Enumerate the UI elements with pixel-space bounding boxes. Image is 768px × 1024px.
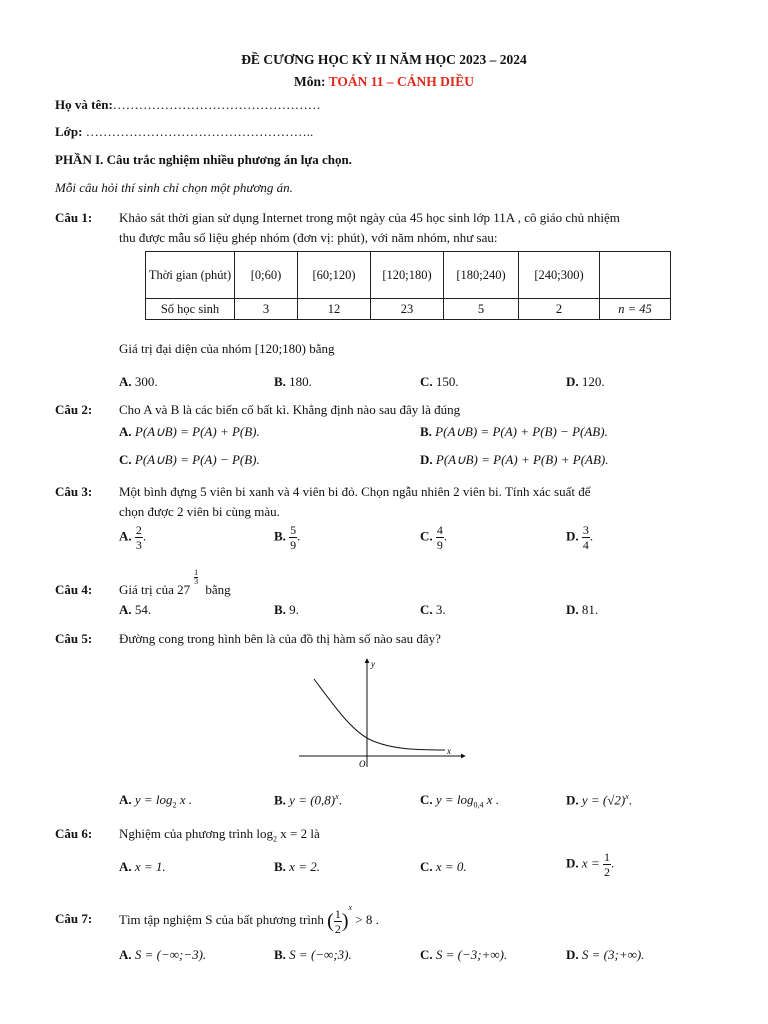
class-line <box>55 124 313 140</box>
graph-curve <box>314 679 445 750</box>
table-header-count: Số học sinh <box>146 299 235 320</box>
q1-option-d[interactable]: D. 120. <box>566 374 605 389</box>
subject-value: TOÁN 11 – CÁNH DIỀU <box>328 74 474 89</box>
y-axis-label: y <box>371 659 375 669</box>
origin-label: O <box>359 759 366 769</box>
part1-heading: PHẦN I. Câu trắc nghiệm nhiều phương án lựa chọn. <box>55 152 352 167</box>
q4-option-c[interactable]: C. 3. <box>420 602 446 617</box>
q6-option-b[interactable]: B. x = 2. <box>274 859 320 874</box>
q7-option-b[interactable]: B. S = (−∞;3). <box>274 947 352 962</box>
q1-option-b[interactable]: B. 180. <box>274 374 312 389</box>
q1-label: Câu 1: <box>55 210 93 225</box>
q3-option-d[interactable]: D. $\frac{3}{4}$ . <box>566 523 594 552</box>
table-total: n = 45 <box>600 299 671 320</box>
q3-text-line2: chọn được 2 viên bi cùng màu. <box>119 504 280 519</box>
table-count: 5 <box>444 299 519 320</box>
q1-option-c[interactable]: C. 150. <box>420 374 459 389</box>
q7-option-c[interactable]: C. S = (−3;+∞). <box>420 947 508 962</box>
x-axis-label: x <box>447 746 451 756</box>
q6-option-a[interactable]: A. x = 1. <box>119 859 166 874</box>
q7-label: Câu 7: <box>55 911 93 926</box>
q5-option-a[interactable]: A. $y = \log_2 x$ . <box>119 792 193 810</box>
table-group: [240;300) <box>519 252 600 299</box>
q5-option-d[interactable]: D. $y = (√2)^x$. <box>566 792 633 808</box>
q2-option-a[interactable]: A. P(A∪B) = P(A) + P(B). <box>119 424 260 439</box>
q5-text: Đường cong trong hình bên là của đồ thị hàm số nào sau đây? <box>119 631 441 646</box>
class-dots: …………………………………………….. <box>85 124 314 139</box>
q4-option-d[interactable]: D. 81. <box>566 602 599 617</box>
q2-option-d[interactable]: D. P(A∪B) = P(A) + P(B) + P(AB). <box>420 452 609 467</box>
q1-text-line1: Khảo sát thời gian sử dụng Internet trong một ngày của 45 học sinh lớp 11A , cô giáo chủ nhiệm <box>119 210 620 225</box>
q6-option-d[interactable]: D. x = $\frac{1}{2}$ . <box>566 850 615 879</box>
frequency-table <box>145 251 671 320</box>
table-count: 12 <box>298 299 371 320</box>
q1-prompt: Giá trị đại diện của nhóm [120;180) bằng <box>119 341 335 356</box>
q4-label: Câu 4: <box>55 582 93 597</box>
class-label: Lớp: <box>55 124 83 139</box>
part1-instruction: Mỗi câu hỏi thí sinh chỉ chọn một phương án. <box>55 180 293 195</box>
table-header-time: Thời gian (phút) <box>146 252 235 299</box>
q2-option-c[interactable]: C. P(A∪B) = P(A) − P(B). <box>119 452 260 467</box>
q4-option-a[interactable]: A. 54. <box>119 602 152 617</box>
name-label: Họ và tên: <box>55 97 113 112</box>
table-group: [120;180) <box>371 252 444 299</box>
q7-option-a[interactable]: A. S = (−∞;−3). <box>119 947 207 962</box>
table-count: 3 <box>235 299 298 320</box>
q1-text-line2: thu được mẫu số liệu ghép nhóm (đơn vị: phút), với năm nhóm, như sau: <box>119 230 498 245</box>
table-group: [180;240) <box>444 252 519 299</box>
subject-label: Môn: <box>294 74 329 89</box>
q3-option-a[interactable]: A. $\frac{2}{3}$ . <box>119 523 147 552</box>
q2-option-b[interactable]: B. P(A∪B) = P(A) + P(B) − P(AB). <box>420 424 608 439</box>
table-count: 2 <box>519 299 600 320</box>
q7-option-d[interactable]: D. S = (3;+∞). <box>566 947 645 962</box>
q3-option-c[interactable]: C. $\frac{4}{9}$ . <box>420 523 448 552</box>
subject-line <box>0 74 768 90</box>
table-group: [0;60) <box>235 252 298 299</box>
name-line <box>55 97 321 113</box>
q5-option-c[interactable]: C. $y = \log_{0,4} x$ . <box>420 792 500 810</box>
q3-option-b[interactable]: B. $\frac{5}{9}$ . <box>274 523 301 552</box>
q3-text-line1: Một bình đựng 5 viên bi xanh và 4 viên bi đỏ. Chọn ngẫu nhiên 2 viên bi. Tính xác suất để <box>119 484 591 499</box>
document-title: ĐỀ CƯƠNG HỌC KỲ II NĂM HỌC 2023 – 2024 <box>241 52 527 67</box>
q6-text: Nghiệm của phương trình $\log_2 x = 2$ là <box>119 826 320 844</box>
q5-option-b[interactable]: B. $y = (0,8)^x$. <box>274 792 342 808</box>
function-graph <box>295 655 475 775</box>
q2-text: Cho A và B là các biến cố bất kì. Khẳng định nào sau đây là đúng <box>119 402 461 417</box>
q6-option-c[interactable]: C. x = 0. <box>420 859 467 874</box>
q4-option-b[interactable]: B. 9. <box>274 602 299 617</box>
table-group: [60;120) <box>298 252 371 299</box>
name-dots: ………………………………………… <box>112 97 321 112</box>
q2-label: Câu 2: <box>55 402 93 417</box>
q6-label: Câu 6: <box>55 826 93 841</box>
q1-option-a[interactable]: A. 300. <box>119 374 158 389</box>
q4-text: Giá trị của 27 1 3 bằng <box>119 568 231 597</box>
q5-label: Câu 5: <box>55 631 93 646</box>
q7-text: Tìm tập nghiệm S của bất phương trình ( $\frac{1}{2}$ )$^x$ > 8 . <box>119 903 379 936</box>
table-empty-cell <box>600 252 671 299</box>
q3-label: Câu 3: <box>55 484 93 499</box>
table-count: 23 <box>371 299 444 320</box>
